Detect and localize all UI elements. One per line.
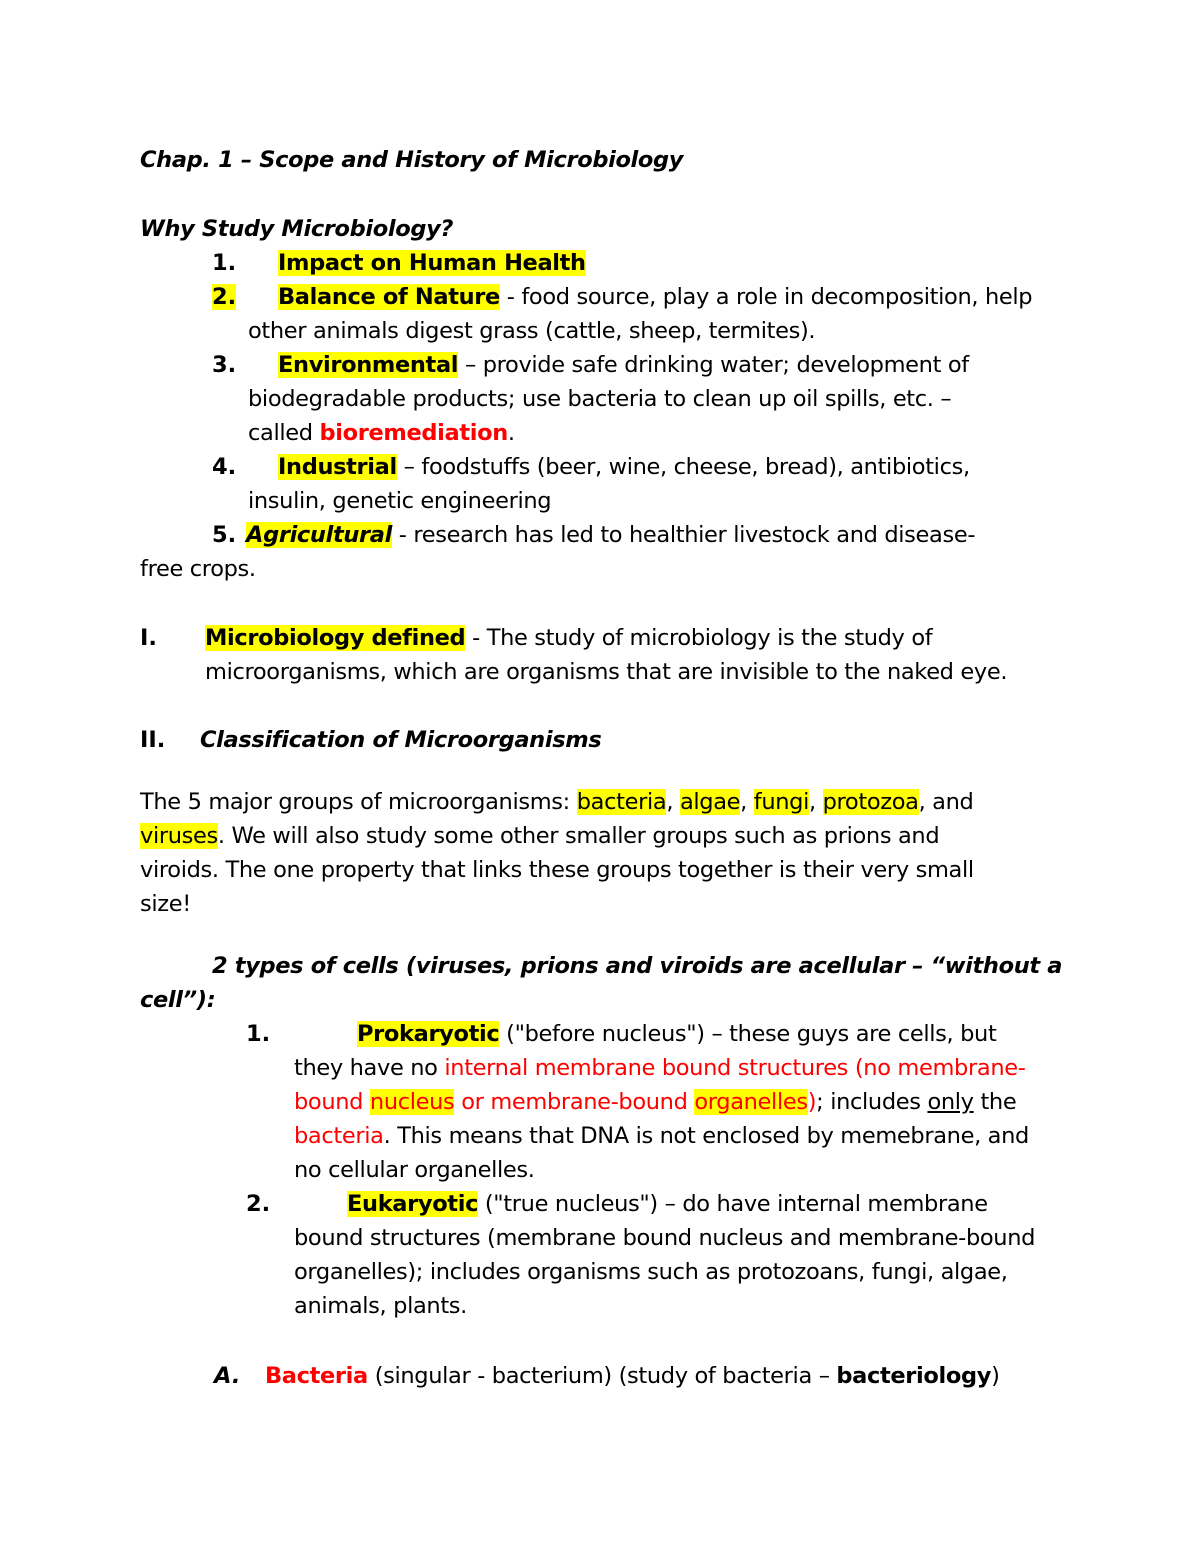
reason-term: Impact on Human Health: [278, 250, 586, 276]
reason-desc-cont: free crops.: [140, 556, 256, 582]
reason-item: Environmental – provide safe drinking water; development of: [278, 352, 969, 378]
group-algae: algae: [679, 789, 741, 815]
bioremediation-term: bioremediation: [319, 420, 508, 446]
why-heading: Why Study Microbiology?: [140, 216, 454, 242]
reason-desc: foodstuffs (beer, wine, cheese, bread), antibiotics,: [421, 454, 970, 480]
section-1-term: Microbiology defined: [205, 625, 466, 651]
group-bacteria: bacteria: [576, 789, 667, 815]
page-title: Chap. 1 – Scope and History of Microbiology: [140, 147, 684, 173]
prokaryotic-item: Prokaryotic ("before nucleus") – these guys are cells, but: [357, 1021, 997, 1047]
section-number: I.: [140, 625, 157, 651]
groups-paragraph-line: size!: [140, 891, 191, 917]
cell-type-number: 2.: [246, 1191, 271, 1217]
eukaryotic-item-cont: bound structures (membrane bound nucleus and membrane-bound: [294, 1225, 1036, 1251]
eukaryotic-item-cont: animals, plants.: [294, 1293, 467, 1319]
nucleus-term: nucleus: [369, 1089, 455, 1115]
cell-types-heading: 2 types of cells (viruses, prions and viroids are acellular – “without a: [212, 953, 1063, 979]
reason-number: 1.: [212, 250, 237, 276]
section-1-definition: Microbiology defined - The study of microbiology is the study of: [205, 625, 933, 651]
reason-item: Agricultural - research has led to healthier livestock and disease-: [246, 522, 976, 548]
organelles-term: organelles: [694, 1089, 808, 1115]
eukaryotic-item: Eukaryotic ("true nucleus") – do have internal membrane: [347, 1191, 988, 1217]
reason-desc-cont: called bioremediation.: [248, 420, 515, 446]
section-1-definition-cont: microorganisms, which are organisms that are invisible to the naked eye.: [205, 659, 1008, 685]
section-2-heading: Classification of Microorganisms: [200, 727, 602, 753]
reason-number: 4.: [212, 454, 237, 480]
reason-term: Balance of Nature: [278, 284, 500, 310]
reason-term: Agricultural: [246, 522, 392, 548]
reason-desc: research has led to healthier livestock and disease-: [413, 522, 976, 548]
prokaryotic-term: Prokaryotic: [357, 1021, 500, 1047]
reason-term: Environmental: [278, 352, 459, 378]
prokaryotic-item-cont: they have no internal membrane bound structures (no membrane-: [294, 1055, 1026, 1081]
reason-desc: provide safe drinking water; development of: [482, 352, 969, 378]
prokaryotic-item-cont: no cellular organelles.: [294, 1157, 535, 1183]
bacteria-term: Bacteria: [265, 1363, 368, 1389]
reason-desc-cont: other animals digest grass (cattle, sheep, termites).: [248, 318, 816, 344]
reason-item: [278, 246, 586, 280]
reason-term: Industrial: [278, 454, 397, 480]
section-a-heading: Bacteria (singular - bacterium) (study of bacteria – bacteriology): [265, 1363, 1000, 1389]
reason-item: Industrial – foodstuffs (beer, wine, cheese, bread), antibiotics,: [278, 454, 970, 480]
section-letter: A.: [214, 1363, 241, 1389]
group-fungi: fungi: [753, 789, 809, 815]
groups-paragraph-line: viroids. The one property that links these groups together is their very small: [140, 857, 974, 883]
section-number: II.: [140, 727, 166, 753]
eukaryotic-item-cont: organelles); includes organisms such as protozoans, fungi, algae,: [294, 1259, 1008, 1285]
cell-type-number: 1.: [246, 1021, 271, 1047]
group-protozoa: protozoa: [822, 789, 919, 815]
groups-paragraph-line: viruses. We will also study some other smaller groups such as prions and: [140, 823, 940, 849]
reason-number: 5.: [212, 522, 237, 548]
prokaryotic-item-cont: bacteria. This means that DNA is not enclosed by memebrane, and: [294, 1123, 1029, 1149]
eukaryotic-term: Eukaryotic: [347, 1191, 479, 1217]
reason-desc: food source, play a role in decomposition, help: [521, 284, 1033, 310]
reason-desc-cont: biodegradable products; use bacteria to clean up oil spills, etc. –: [248, 386, 952, 412]
prokaryotic-item-cont: bound nucleus or membrane-bound organelles); includes only the: [294, 1089, 1017, 1115]
reason-number: 2.: [212, 284, 237, 310]
reason-desc-cont: insulin, genetic engineering: [248, 488, 552, 514]
groups-paragraph-line: The 5 major groups of microorganisms: bacteria, algae, fungi, protozoa, and: [140, 789, 974, 815]
cell-types-heading-cont: cell”):: [140, 987, 216, 1013]
reason-number: 3.: [212, 352, 237, 378]
reason-item: Balance of Nature - food source, play a role in decomposition, help: [278, 284, 1033, 310]
group-viruses: viruses: [140, 823, 218, 849]
